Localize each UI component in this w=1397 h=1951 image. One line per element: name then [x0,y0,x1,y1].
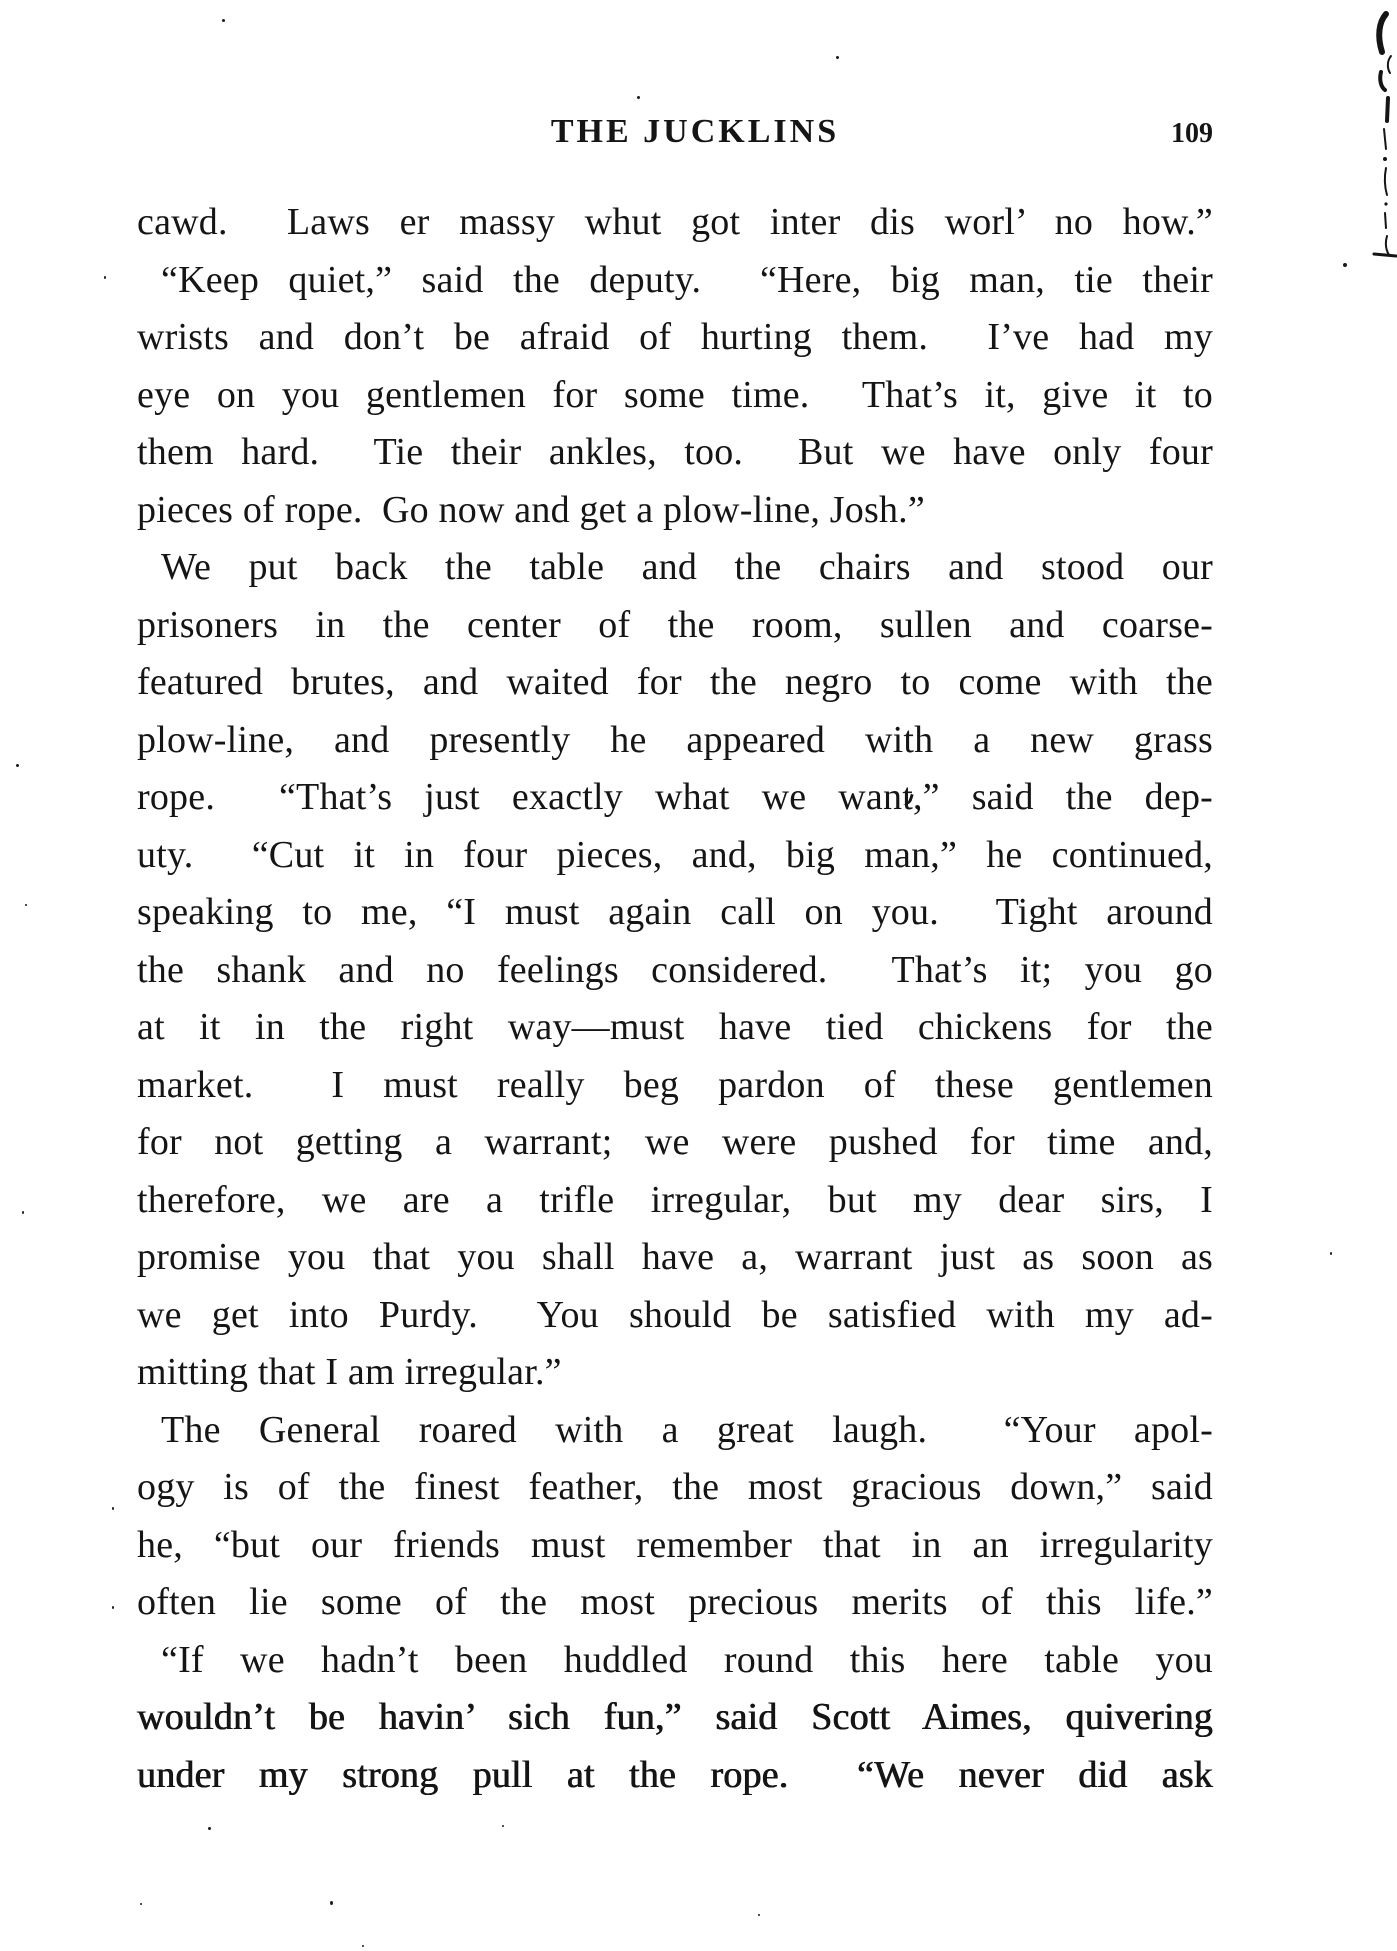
scan-speck [112,1606,114,1609]
scan-speck [836,56,839,59]
scan-speck [1343,263,1347,267]
text-line: for not getting a warrant; we were pushed for time and, [137,1121,1213,1163]
text-line: The General roared with a great laugh. “Your apol- [161,1408,1213,1451]
running-head [137,110,1213,154]
text-line: wouldn’t be havin’ sich fun,” said Scott Aimes, quivering [137,1696,1213,1738]
text-line: featured brutes, and waited for the negro to come with the [137,661,1213,703]
scan-speck [362,1945,364,1947]
text-line: prisoners in the center of the room, sullen and coarse- [137,603,1213,646]
scan-speck [637,96,640,99]
scan-speck [16,764,19,767]
text-line: at it in the right way—must have tied chickens for the [137,1006,1213,1048]
scan-speck [758,1914,760,1916]
text-line: wrists and don’t be afraid of hurting them. I’ve had my [137,316,1213,358]
scan-speck [140,1903,142,1905]
text-line: often lie some of the most precious merits of this life.” [137,1581,1213,1623]
text-line: mitting that I am irregular.” [137,1351,562,1393]
text-line: cawd. Laws er massy whut got inter dis worl’ no how.” [137,201,1213,243]
text-line: we get into Purdy. You should be satisfied with my ad- [137,1293,1213,1336]
text-line: them hard. Tie their ankles, too. But we have only four [137,431,1213,473]
scan-speck [208,1827,211,1830]
text-line: rope. “That’s just exactly what we want,” said the dep- [137,776,1213,818]
text-line: “Keep quiet,” said the deputy. “Here, big man, tie their [161,258,1213,301]
text-line: under my strong pull at the rope. “We never did ask [137,1753,1213,1796]
scan-speck [222,19,225,22]
text-line: market. I must really beg pardon of these gentlemen [137,1063,1213,1106]
text-line: speaking to me, “I must again call on you. Tight around [137,891,1213,933]
text-line: promise you that you shall have a, warrant just as soon as [137,1236,1213,1278]
text-line: eye on you gentlemen for some time. That’s it, give it to [137,373,1213,416]
scan-speck [112,1507,114,1510]
scan-speck [502,1825,504,1827]
page-edge-artifact [1368,8,1397,268]
text-line: therefore, we are a trifle irregular, but my dear sirs, I [137,1178,1213,1221]
text-line: uty. “Cut it in four pieces, and, big man,” he continued, [137,833,1213,876]
scan-speck [22,1211,24,1214]
text-line: the shank and no feelings considered. That’s it; you go [137,948,1213,991]
page-number: 109 [1171,118,1213,149]
text-line: ogy is of the finest feather, the most gracious down,” said [137,1466,1213,1508]
text-line: plow-line, and presently he appeared with a new grass [137,718,1213,761]
text-line: “If we hadn’t been huddled round this here table you [161,1638,1213,1681]
scan-speck [25,904,27,906]
text-line: pieces of rope. Go now and get a plow-line, Josh.” [137,488,925,531]
text-line: We put back the table and the chairs and stood our [161,546,1213,588]
text-line: he, “but our friends must remember that in an irregularity [137,1523,1213,1566]
scan-speck [1330,1252,1332,1255]
scan-speck [330,1901,333,1905]
body-text [137,194,1213,1804]
scan-speck [104,276,106,279]
page-title: THE JUCKLINS [550,113,840,150]
